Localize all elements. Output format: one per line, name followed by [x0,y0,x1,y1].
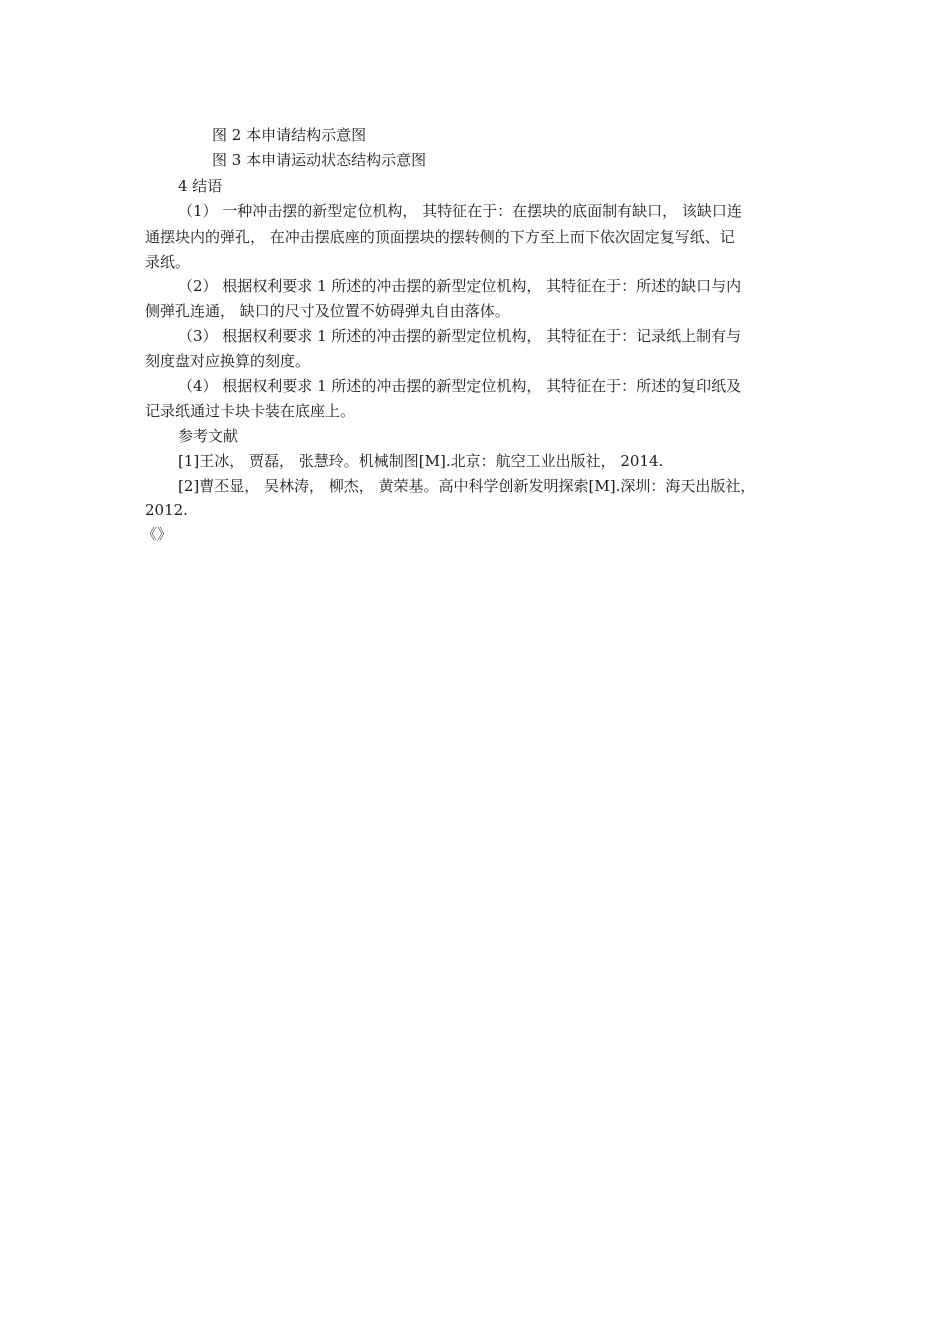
claim-4-line-2: 记录纸通过卡块卡装在底座上。 [145,402,356,420]
reference-1: [1]王冰， 贾磊， 张慧玲。机械制图[M].北京：航空工业出版社， 2014. [178,452,664,470]
claim-2-line-1: （2） 根据权利要求 1 所述的冲击摆的新型定位机构， 其特征在于：所述的缺口与内 [178,277,742,295]
claim-1-line-1: （1） 一种冲击摆的新型定位机构， 其特征在于：在摆块的底面制有缺口， 该缺口连 [178,202,742,220]
trailing-mark: 《》 [142,525,173,543]
reference-2-line-1: [2]曹丕显， 吴林涛， 柳杰， 黄荣基。高中科学创新发明探索[M].深圳：海天出版社， [178,477,756,495]
figure-caption-3: 图 3 本申请运动状态结构示意图 [212,151,427,169]
section-heading: 4 结语 [178,177,223,195]
claim-2-line-2: 侧弹孔连通， 缺口的尺寸及位置不妨碍弹丸自由落体。 [145,302,510,320]
claim-1-line-2: 通摆块内的弹孔， 在冲击摆底座的顶面摆块的摆转侧的下方至上而下依次固定复写纸、记 [145,228,735,246]
claim-3-line-2: 刻度盘对应换算的刻度。 [145,352,311,370]
figure-caption-2: 图 2 本申请结构示意图 [212,126,367,144]
claim-1-line-3: 录纸。 [145,253,191,271]
claim-4-line-1: （4） 根据权利要求 1 所述的冲击摆的新型定位机构， 其特征在于：所述的复印纸及 [178,377,742,395]
reference-2-line-2: 2012. [145,501,188,519]
claim-3-line-1: （3） 根据权利要求 1 所述的冲击摆的新型定位机构， 其特征在于：记录纸上制有与 [178,327,742,345]
references-heading: 参考文献 [178,427,239,445]
